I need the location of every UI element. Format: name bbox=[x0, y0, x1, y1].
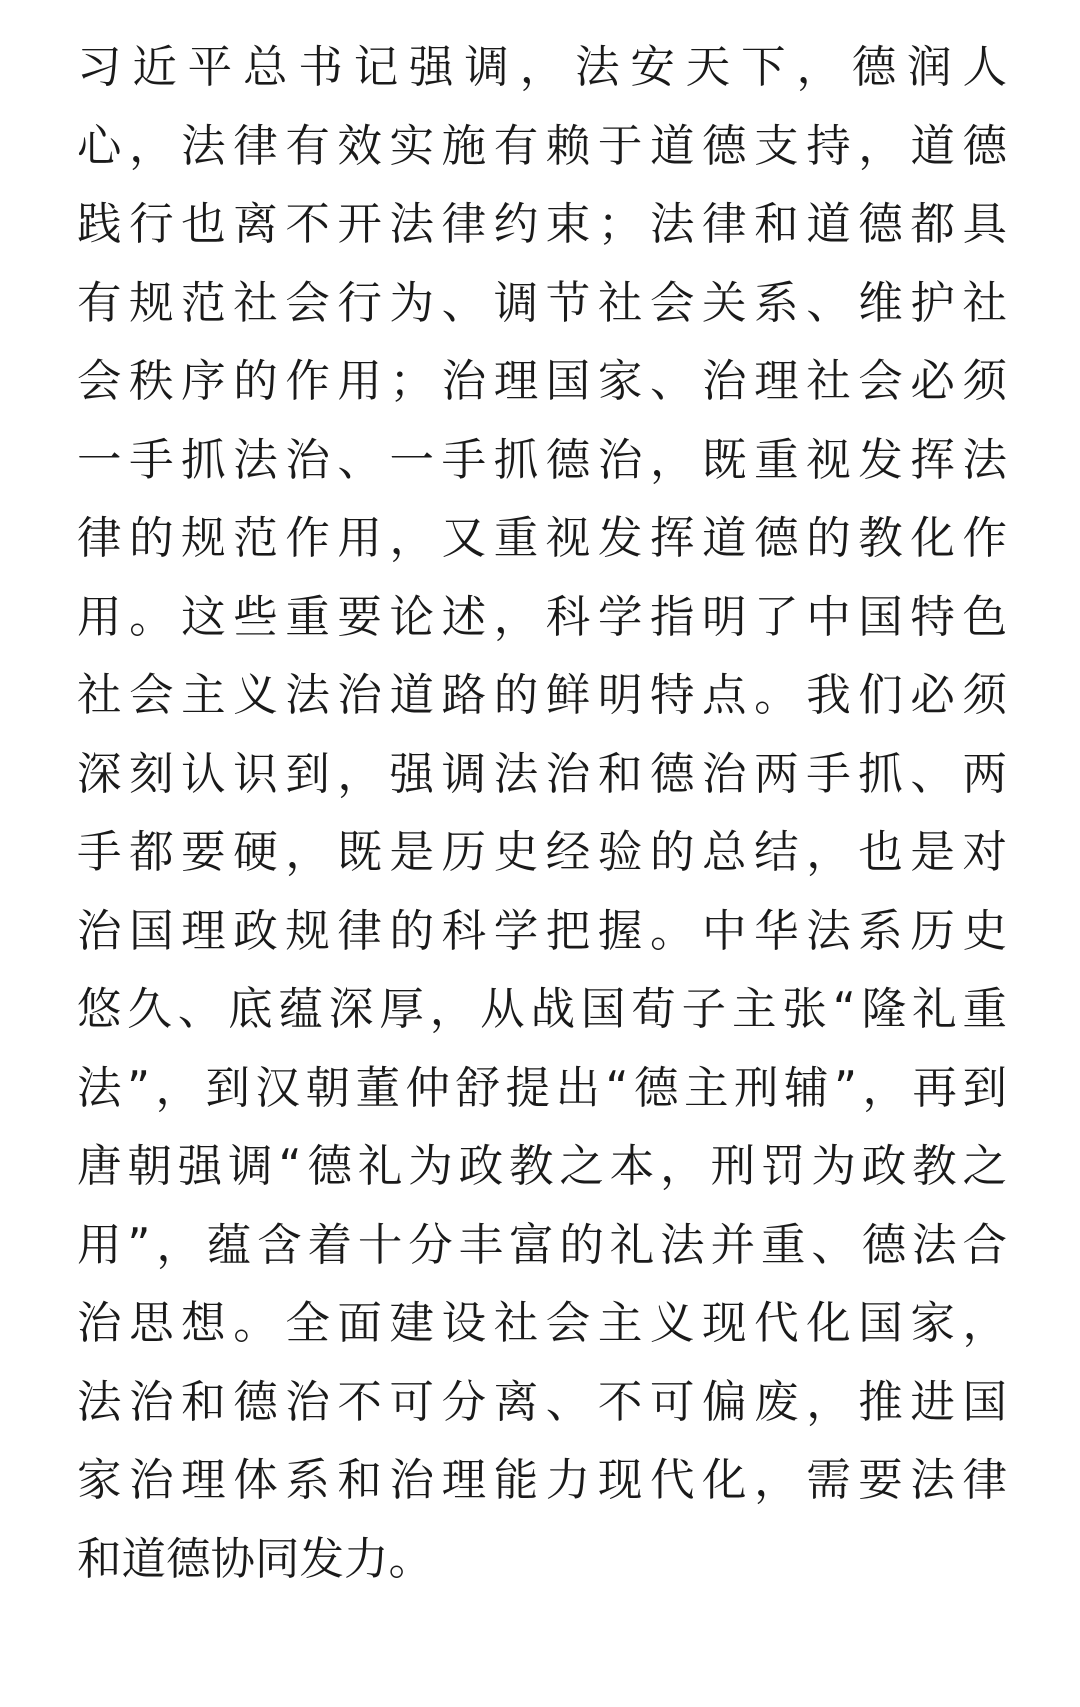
text-line: 一手抓法治、一手抓德治，既重视发挥法 bbox=[77, 434, 1007, 486]
text-line: 心，法律有效实施有赖于道德支持，道德 bbox=[77, 120, 1007, 172]
text-line: 治国理政规律的科学把握。中华法系历史 bbox=[77, 905, 1007, 957]
text-line: 律的规范作用，又重视发挥道德的教化作 bbox=[77, 513, 1007, 564]
text-line: 深刻认识到，强调法治和德治两手抓、两 bbox=[77, 748, 1007, 800]
text-line: 悠久、底蕴深厚，从战国荀子主张“隆礼重 bbox=[77, 984, 1007, 1035]
text-line: 法”，到汉朝董仲舒提出“德主刑辅”，再到 bbox=[77, 1062, 1007, 1114]
text-line: 有规范社会行为、调节社会关系、维护社 bbox=[77, 277, 1007, 329]
text-line: 习近平总书记强调，法安天下，德润人 bbox=[77, 42, 1007, 93]
text-line: 治思想。全面建设社会主义现代化国家， bbox=[77, 1298, 1007, 1349]
text-line: 法治和德治不可分离、不可偏废，推进国 bbox=[77, 1376, 1007, 1428]
text-line: 会秩序的作用；治理国家、治理社会必须 bbox=[77, 356, 1007, 407]
text-line: 用。这些重要论述，科学指明了中国特色 bbox=[77, 591, 1007, 643]
text-line: 唐朝强调“德礼为政教之本，刑罚为政教之 bbox=[77, 1141, 1007, 1192]
text-line: 家治理体系和治理能力现代化，需要法律 bbox=[77, 1455, 1007, 1506]
text-line: 和道德协同发力。 bbox=[77, 1533, 434, 1585]
text-line: 社会主义法治道路的鲜明特点。我们必须 bbox=[77, 670, 1007, 721]
text-line: 用”，蕴含着十分丰富的礼法并重、德法合 bbox=[77, 1219, 1007, 1271]
text-line: 践行也离不开法律约束；法律和道德都具 bbox=[77, 199, 1007, 250]
text-line: 手都要硬，既是历史经验的总结，也是对 bbox=[77, 827, 1007, 878]
